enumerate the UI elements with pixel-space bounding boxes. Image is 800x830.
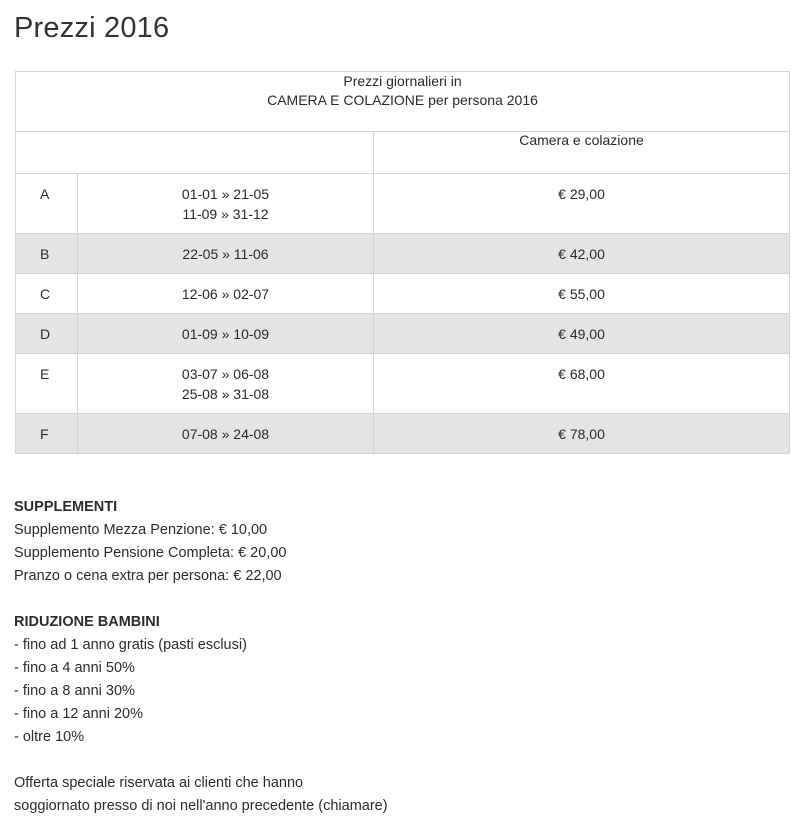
table-row (16, 414, 790, 454)
price-cell (374, 414, 790, 454)
season-letter (16, 174, 78, 234)
children-reduction-item: - oltre 10% (14, 729, 85, 745)
children-reduction-heading: RIDUZIONE BAMBINI (14, 614, 160, 630)
season-letter (16, 314, 78, 354)
season-letter-text: A (40, 186, 50, 202)
supplements-heading: SUPPLEMENTI (14, 499, 118, 515)
offer-line: Offerta speciale riservata ai clienti che hanno (14, 775, 304, 791)
price-cell (374, 274, 790, 314)
price-value: € 68,00 (558, 366, 605, 382)
date-range-cell (78, 274, 374, 314)
table-row (16, 174, 790, 234)
season-letter-text: F (40, 426, 49, 442)
table-row (16, 234, 790, 274)
price-cell (374, 314, 790, 354)
season-letter (16, 274, 78, 314)
date-range: 12-06 » 02-07 (181, 286, 270, 302)
price-cell (374, 174, 790, 234)
price-cell (374, 234, 790, 274)
supplement-item: Supplemento Mezza Penzione: € 10,00 (14, 522, 268, 538)
price-value: € 42,00 (558, 246, 605, 262)
children-reduction-item: - fino a 4 anni 50% (14, 660, 135, 676)
info-section (14, 496, 714, 818)
date-range-cell (78, 314, 374, 354)
date-range: 11-09 » 31-12 (182, 206, 269, 222)
season-letter-text: B (40, 246, 50, 262)
table-caption-line2: CAMERA E COLAZIONE per persona 2016 (267, 92, 538, 108)
date-range: 01-01 » 21-05 (181, 186, 270, 202)
season-letter-text: C (40, 286, 51, 302)
table-header-row (16, 132, 790, 174)
table-row (16, 274, 790, 314)
table-row (16, 354, 790, 414)
price-table (15, 71, 790, 454)
table-caption (16, 72, 790, 132)
date-range-cell (78, 174, 374, 234)
supplement-item: Pranzo o cena extra per persona: € 22,00 (14, 568, 282, 584)
date-range: 01-09 » 10-09 (181, 326, 270, 342)
price-cell (374, 354, 790, 414)
children-reduction-item: - fino a 12 anni 20% (14, 706, 143, 722)
date-range: 25-08 » 31-08 (181, 386, 270, 402)
offer-line: soggiornato presso di noi nell'anno precedente (chiamare) (14, 798, 388, 814)
table-header-empty (16, 132, 374, 174)
table-caption-line1: Prezzi giornalieri in (343, 73, 462, 89)
spacer (14, 588, 714, 611)
spacer (14, 749, 714, 772)
children-reduction-item: - fino ad 1 anno gratis (pasti esclusi) (14, 637, 247, 653)
date-range: 22-05 » 11-06 (182, 246, 269, 262)
page-title: Prezzi 2016 (14, 12, 170, 44)
date-range: 07-08 » 24-08 (181, 426, 270, 442)
price-value: € 55,00 (558, 286, 605, 302)
season-letter-text: D (40, 326, 51, 342)
price-value: € 49,00 (558, 326, 605, 342)
date-range: 03-07 » 06-08 (181, 366, 270, 382)
date-range-cell (78, 234, 374, 274)
children-reduction-item: - fino a 8 anni 30% (14, 683, 135, 699)
season-letter (16, 234, 78, 274)
supplement-item: Supplemento Pensione Completa: € 20,00 (14, 545, 287, 561)
table-row (16, 314, 790, 354)
table-header-camera-colazione: Camera e colazione (374, 132, 790, 174)
table-caption-row (16, 72, 790, 132)
price-value: € 78,00 (558, 426, 605, 442)
season-letter (16, 414, 78, 454)
date-range-cell (78, 354, 374, 414)
season-letter (16, 354, 78, 414)
price-value: € 29,00 (558, 186, 605, 202)
season-letter-text: E (40, 366, 50, 382)
date-range-cell (78, 414, 374, 454)
